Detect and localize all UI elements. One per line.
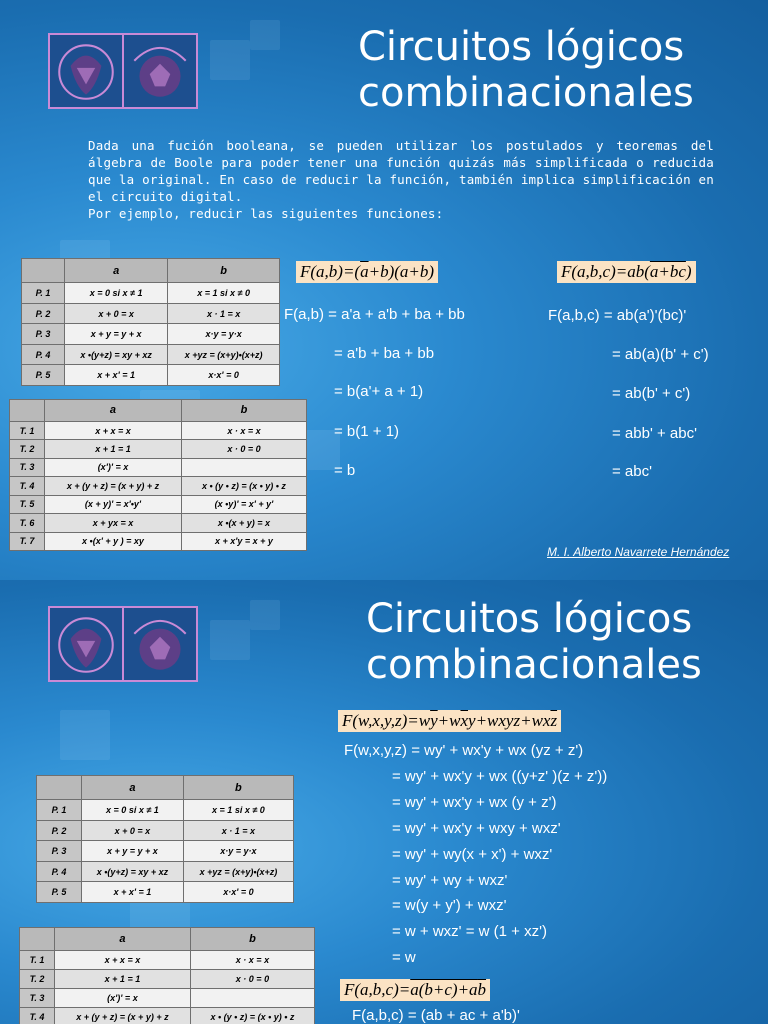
bg-square [60, 710, 110, 760]
table-header [37, 776, 82, 800]
theorems-table [9, 399, 307, 551]
formula-overline-part: $\overline{a}$ [360, 262, 369, 281]
table-header [20, 928, 55, 951]
title-line-1: Circuitos lógicos [358, 24, 685, 70]
formula-part: F(a,b,c)= [344, 980, 411, 999]
paragraph-line: Por ejemplo, reducir las siguientes funciones: [88, 206, 444, 221]
table-cell: x + 0 = x [65, 303, 168, 324]
title-line-2: combinacionales [358, 70, 694, 116]
table-cell: x • (y • z) = (x • y) • z [181, 477, 306, 495]
table-cell: x •(x + y) = x [181, 514, 306, 532]
intro-paragraph [88, 137, 714, 222]
table-row-label: P. 4 [22, 344, 65, 365]
table-row-label: T. 2 [10, 440, 45, 458]
derivation-line: = b(1 + 1) [334, 423, 400, 440]
table-header: a [82, 776, 184, 800]
table-row-label: P. 2 [37, 820, 82, 841]
table-cell [190, 988, 314, 1007]
table-cell: x = 0 si x ≠ 1 [82, 800, 184, 821]
formula-fwxyz [338, 710, 561, 732]
table-row-label: T. 3 [20, 988, 55, 1007]
slide-title [366, 596, 702, 688]
derivation-line: = wy' + wx'y + wx ((y+z' )(z + z')) [392, 768, 608, 785]
table-cell: x + (y + z) = (x + y) + z [55, 1007, 191, 1024]
derivation-line: F(a,b) = a'a + a'b + ba + bb [284, 306, 465, 323]
formula-fabc [557, 261, 696, 283]
table-cell: x •(y+z) = xy + xz [82, 861, 184, 882]
table-row-label: P. 5 [22, 365, 65, 386]
table-cell: x · x = x [181, 421, 306, 439]
table-row-label: P. 4 [37, 861, 82, 882]
table-row-label: P. 2 [22, 303, 65, 324]
table-cell: x · 0 = 0 [190, 969, 314, 988]
bg-square [250, 20, 280, 50]
table-cell: x +yz = (x+y)•(x+z) [183, 861, 293, 882]
table-cell: x •(x' + y ) = xy [45, 532, 182, 550]
table-cell: x + x' = 1 [82, 882, 184, 903]
engineering-crest-icon [122, 608, 196, 680]
derivation-line: = wy' + wy + wxz' [392, 872, 508, 889]
derivation-line: = wy' + wy(x + x') + wxz' [392, 846, 553, 863]
paragraph-line: Dada una fución booleana, se pueden utilizar los postulados y teoremas del álgebra de Boole para poder tener una función quizás más simplificada o reducida que la original. En caso de reducir la función, también implica simplificación en el circuito digital. [88, 138, 714, 204]
table-row-label: P. 5 [37, 882, 82, 903]
unam-crest-icon [50, 608, 122, 680]
slide-2 [0, 580, 768, 1024]
unam-crest-icon [50, 35, 122, 107]
table-row-label: P. 1 [37, 800, 82, 821]
table-cell: x + x = x [55, 950, 191, 969]
derivation-line: = wy' + wx'y + wx (y + z') [392, 794, 557, 811]
derivation-line: = a'b + ba + bb [334, 345, 435, 362]
formula-part: +b)(a+b) [368, 262, 435, 281]
theorems-table [19, 927, 315, 1024]
formula-overline-part: $\overline{x}$ [460, 711, 469, 730]
table-cell: x · 1 = x [168, 303, 280, 324]
table-row-label: P. 1 [22, 283, 65, 304]
derivation-line: = b [334, 462, 356, 479]
table-cell: (x')' = x [55, 988, 191, 1007]
table-cell: x + yx = x [45, 514, 182, 532]
table-cell: x •(y+z) = xy + xz [65, 344, 168, 365]
formula-overline-part: $\overline{z}$ [550, 711, 558, 730]
table-header [22, 259, 65, 283]
table-cell: x = 1 si x ≠ 0 [168, 283, 280, 304]
postulates-table [21, 258, 280, 386]
bg-square [250, 600, 280, 630]
table-cell: x + x = x [45, 421, 182, 439]
table-cell: x·x' = 0 [168, 365, 280, 386]
table-cell: (x •y)' = x' + y' [181, 495, 306, 513]
postulates-table [36, 775, 294, 903]
table-cell: x +yz = (x+y)•(x+z) [168, 344, 280, 365]
derivation-line: F(w,x,y,z) = wy' + wx'y + wx (yz + z') [344, 742, 584, 759]
formula-overline-part: $\overline{y}$ [430, 711, 438, 730]
table-row-label: T. 4 [10, 477, 45, 495]
table-cell: x · 0 = 0 [181, 440, 306, 458]
table-row-label: T. 4 [20, 1007, 55, 1024]
table-header: a [55, 928, 191, 951]
table-cell: x·x' = 0 [183, 882, 293, 903]
formula-overline-part: a+bc [649, 262, 686, 281]
university-logo [48, 33, 198, 109]
university-logo [48, 606, 198, 682]
table-cell: x + x' = 1 [65, 365, 168, 386]
derivation-line: = w + wxz' = w (1 + xz') [392, 923, 547, 940]
table-row-label: T. 2 [20, 969, 55, 988]
derivation-line: = abc' [612, 463, 652, 480]
table-header: b [168, 259, 280, 283]
table-cell: x = 1 si x ≠ 0 [183, 800, 293, 821]
table-row-label: T. 3 [10, 458, 45, 476]
formula-overline-part: a [469, 980, 478, 999]
table-row-label: P. 3 [22, 324, 65, 345]
table-header: a [65, 259, 168, 283]
formula-part: ) [685, 262, 692, 281]
table-row-label: T. 1 [10, 421, 45, 439]
table-cell: x + x'y = x + y [181, 532, 306, 550]
derivation-line: = w(y + y') + wxz' [392, 897, 507, 914]
bg-square [210, 620, 250, 660]
table-cell: x · 1 = x [183, 820, 293, 841]
formula-part: F(a,b,c)=ab( [561, 262, 650, 281]
bg-square [210, 40, 250, 80]
derivation-line: = wy' + wx'y + wxy + wxz' [392, 820, 561, 837]
table-cell: x·y = y·x [168, 324, 280, 345]
derivation-line: F(a,b,c) = (ab + ac + a'b)' [352, 1007, 520, 1024]
table-row-label: T. 6 [10, 514, 45, 532]
table-cell: (x')' = x [45, 458, 182, 476]
table-cell: x + 1 = 1 [55, 969, 191, 988]
derivation-line: = ab(b' + c') [612, 385, 691, 402]
table-row-label: T. 7 [10, 532, 45, 550]
table-cell: x + 0 = x [82, 820, 184, 841]
formula-part: F(w,x,y,z)=w [342, 711, 431, 730]
table-cell: x + 1 = 1 [45, 440, 182, 458]
derivation-line: F(a,b,c) = ab(a')'(bc)' [548, 307, 687, 324]
table-header: a [45, 400, 182, 422]
table-header: b [183, 776, 293, 800]
derivation-line: = abb' + abc' [612, 425, 697, 442]
table-cell: x · x = x [190, 950, 314, 969]
title-line-2: combinacionales [366, 642, 702, 688]
table-row-label: P. 3 [37, 841, 82, 862]
table-header: b [190, 928, 314, 951]
formula-overline-part: b [477, 980, 487, 999]
table-cell: x·y = y·x [183, 841, 293, 862]
table-cell: x + y = y + x [82, 841, 184, 862]
slide-title [358, 24, 694, 116]
derivation-line: = w [392, 949, 416, 966]
table-header [10, 400, 45, 422]
table-cell: x = 0 si x ≠ 1 [65, 283, 168, 304]
table-cell: x • (y • z) = (x • y) • z [190, 1007, 314, 1024]
formula-fabc-2 [340, 979, 490, 1001]
formula-part: +w [437, 711, 461, 730]
table-cell: (x + y)' = x'•y' [45, 495, 182, 513]
table-row-label: T. 5 [10, 495, 45, 513]
formula-part: y+wxyz+wx [468, 711, 551, 730]
formula-part: F(a,b)=( [300, 262, 361, 281]
table-cell: x + y = y + x [65, 324, 168, 345]
title-line-1: Circuitos lógicos [366, 596, 693, 642]
author-credit: M. I. Alberto Navarrete Hernández [547, 545, 730, 559]
table-row-label: T. 1 [20, 950, 55, 969]
derivation-line: = ab(a)(b' + c') [612, 346, 709, 363]
table-cell [181, 458, 306, 476]
engineering-crest-icon [122, 35, 196, 107]
formula-overline-part: a(b+c)+ [410, 980, 470, 999]
derivation-line: = b(a'+ a + 1) [334, 383, 424, 400]
table-cell: x + (y + z) = (x + y) + z [45, 477, 182, 495]
table-header: b [181, 400, 306, 422]
formula-fab [296, 261, 438, 283]
